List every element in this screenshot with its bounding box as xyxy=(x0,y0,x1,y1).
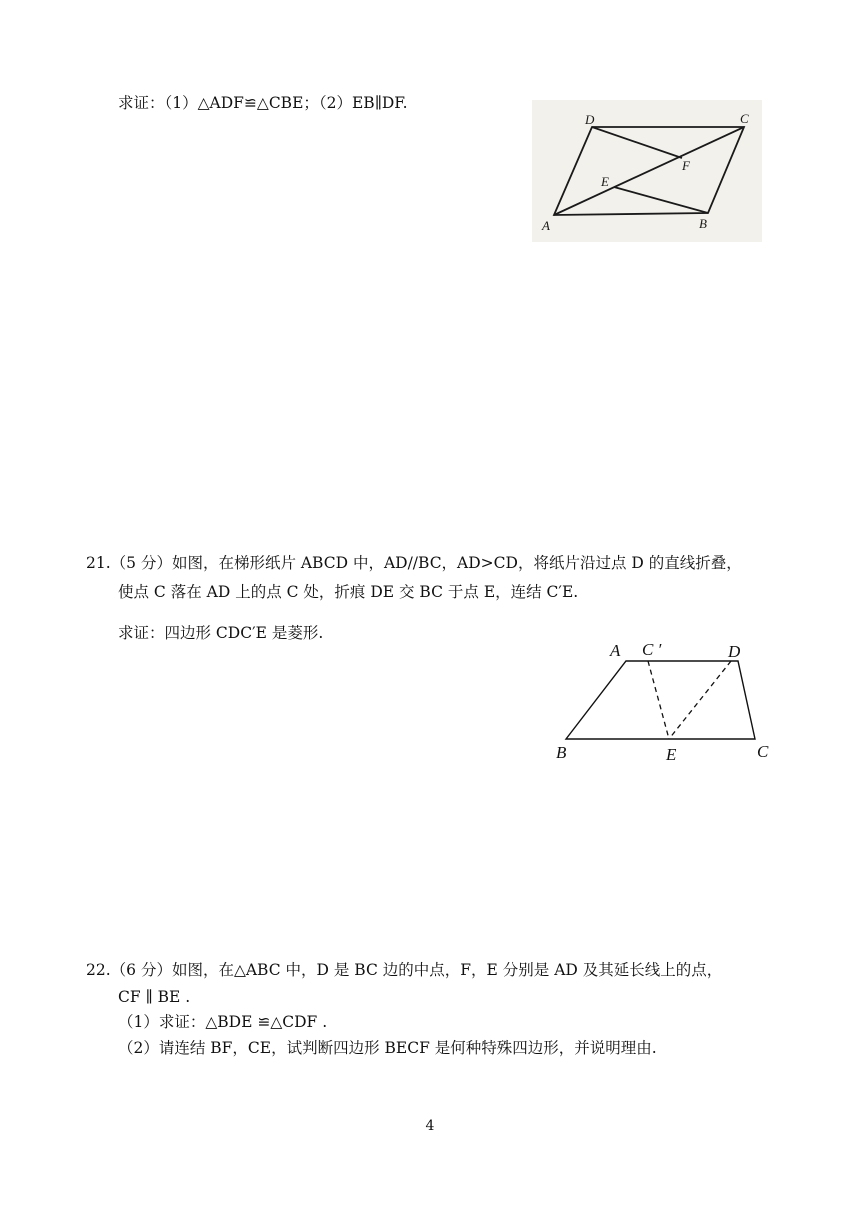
q20-prove-statement: 求证：（1）△ADF≌△CBE；（2）EB∥DF. xyxy=(118,94,408,112)
q21-trapezoid-figure xyxy=(548,636,788,766)
label-C: C xyxy=(757,742,769,761)
label-C: C xyxy=(740,111,749,126)
label-A: A xyxy=(542,218,550,233)
q22-part-2: （2）请连结 BF，CE，试判断四边形 BECF 是何种特殊四边形，并说明理由. xyxy=(118,1039,657,1057)
label-B: B xyxy=(556,743,567,762)
q22-line-2: CF ∥ BE . xyxy=(118,988,191,1006)
page-number: 4 xyxy=(425,1118,435,1134)
q21-line-2: 使点 C 落在 AD 上的点 C 处，折痕 DE 交 BC 于点 E，连结 C′E. xyxy=(118,583,579,601)
q22-part-1: （1）求证：△BDE ≌△CDF . xyxy=(118,1013,328,1031)
q20-parallelogram-figure xyxy=(532,100,762,242)
label-E: E xyxy=(601,174,609,189)
label-F: F xyxy=(682,158,690,173)
label-C-prime: C ′ xyxy=(642,640,662,659)
label-D: D xyxy=(728,642,741,661)
q21-line-1: 21.（5 分）如图，在梯形纸片 ABCD 中，AD//BC，AD>CD，将纸片沿过点 D 的直线折叠， xyxy=(86,554,742,572)
label-A: A xyxy=(610,641,621,660)
label-D: D xyxy=(585,112,595,127)
label-B: B xyxy=(699,216,707,231)
q22-line-1: 22.（6 分）如图，在△ABC 中，D 是 BC 边的中点，F，E 分别是 AD 及其延长线上的点， xyxy=(86,961,723,979)
q21-prove-statement: 求证：四边形 CDC′E 是菱形. xyxy=(118,624,324,642)
label-E: E xyxy=(666,745,677,764)
